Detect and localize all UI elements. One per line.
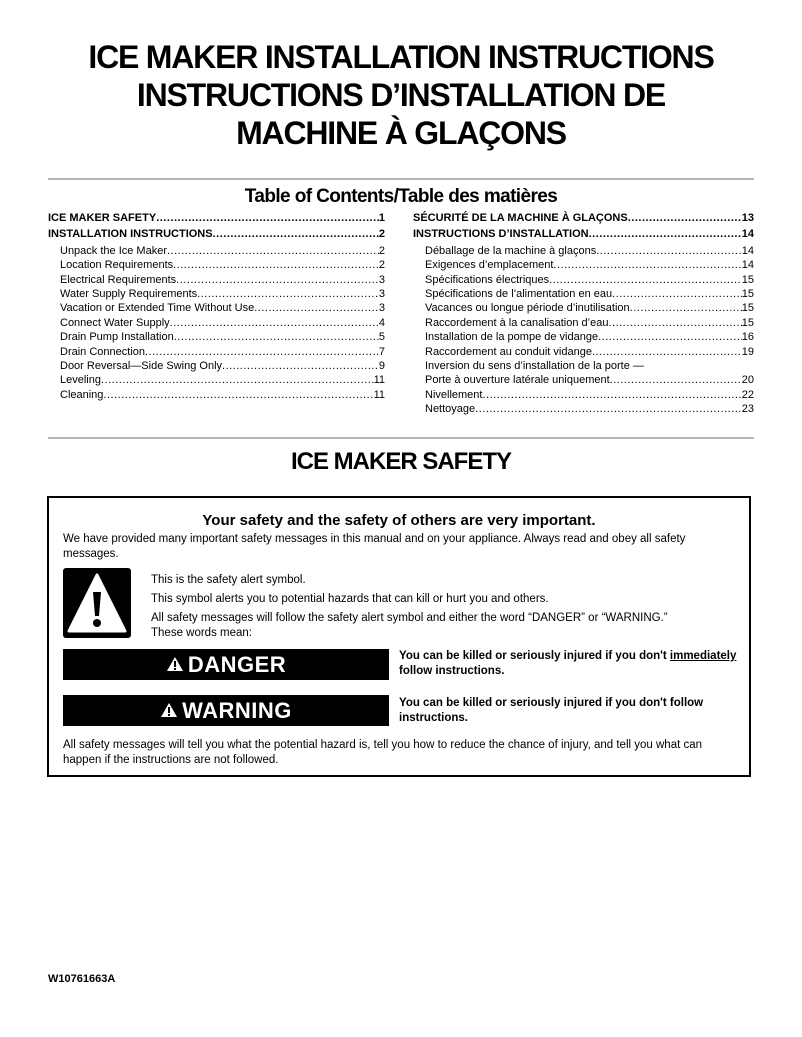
toc-entry[interactable]: Déballage de la machine à glaçons ..... 14 — [413, 244, 754, 258]
danger-description — [399, 649, 749, 679]
danger-text-end: follow instructions. — [399, 665, 505, 677]
toc-entry[interactable]: Connect Water Supply ..... 4 — [48, 316, 385, 330]
warning-triangle-icon — [166, 652, 184, 678]
toc-entry[interactable]: Leveling ..... 11 — [48, 373, 385, 387]
toc-entry[interactable]: Location Requirements ..... 2 — [48, 258, 385, 272]
warning-label: WARNING — [182, 697, 292, 723]
toc-entry[interactable]: Unpack the Ice Maker ..... 2 — [48, 244, 385, 258]
alert-line: These words mean: — [151, 627, 252, 639]
danger-label: DANGER — [187, 651, 287, 677]
document-title — [0, 38, 802, 152]
section-title: ICE MAKER SAFETY — [290, 448, 511, 475]
toc-entry[interactable]: Drain Connection ..... 7 — [48, 345, 385, 359]
title-line-2: INSTRUCTIONS D’INSTALLATION DE — [136, 77, 666, 113]
toc-entry[interactable]: ICE MAKER SAFETY ..... 1 — [48, 211, 385, 225]
alert-line: This is the safety alert symbol. — [151, 574, 306, 586]
title-line-1: ICE MAKER INSTALLATION INSTRUCTIONS — [88, 39, 714, 75]
toc-entry[interactable]: Cleaning ..... 11 — [48, 388, 385, 402]
safety-footer: All safety messages will tell you what the potential hazard is, tell you how to reduce the chance of injury, and tell you what can happen if the instructions are not followed. — [63, 739, 703, 766]
toc-entry[interactable]: Water Supply Requirements ..... 3 — [48, 287, 385, 301]
toc-entry[interactable]: Electrical Requirements ..... 3 — [48, 273, 385, 287]
toc-entry[interactable]: Vacation or Extended Time Without Use ..... 3 — [48, 301, 385, 315]
toc-entry[interactable]: INSTALLATION INSTRUCTIONS ..... 2 — [48, 227, 385, 241]
toc-french — [413, 211, 754, 417]
danger-text: You can be killed or seriously injured if you don't — [399, 650, 670, 662]
toc-heading: Table of Contents/Table des matières — [244, 186, 558, 207]
alert-explanation — [151, 573, 668, 645]
alert-line: This symbol alerts you to potential hazards that can kill or hurt you and others. — [151, 593, 549, 605]
safety-box — [47, 496, 751, 777]
danger-emphasis: immediately — [669, 650, 737, 662]
safety-headline: Your safety and the safety of others are very important. — [202, 512, 596, 529]
warning-triangle-icon — [160, 698, 178, 724]
title-line-3: MACHINE À GLAÇONS — [236, 115, 566, 151]
toc-english — [48, 211, 385, 402]
toc-entry[interactable]: Raccordement à la canalisation d’eau ..... 15 — [413, 316, 754, 330]
toc-entry[interactable]: Spécifications électriques ..... 15 — [413, 273, 754, 287]
toc-entry[interactable]: Spécifications de l’alimentation en eau ..... 15 — [413, 287, 754, 301]
toc-entry[interactable]: Nivellement ..... 22 — [413, 388, 754, 402]
toc-entry[interactable]: INSTRUCTIONS D’INSTALLATION ..... 14 — [413, 227, 754, 241]
danger-signal-word — [63, 649, 389, 680]
toc-entry[interactable]: Door Reversal—Side Swing Only ..... 9 — [48, 359, 385, 373]
toc-entry-line1[interactable]: Inversion du sens d’installation de la porte — — [425, 360, 644, 373]
warning-signal-word — [63, 695, 389, 726]
toc-entry[interactable]: Nettoyage ..... 23 — [413, 402, 754, 416]
safety-alert-icon — [63, 568, 131, 638]
document-code: W10761663A — [48, 973, 116, 985]
toc-entry[interactable]: Exigences d’emplacement ..... 14 — [413, 258, 754, 272]
alert-line: All safety messages will follow the safety alert symbol and either the word “DANGER” or “WARNING.” — [151, 612, 668, 624]
divider — [48, 437, 754, 439]
toc-entry[interactable]: SÉCURITÉ DE LA MACHINE À GLAÇONS ..... 13 — [413, 211, 754, 225]
divider — [48, 178, 754, 180]
toc-entry[interactable]: Vacances ou longue période d’inutilisation ..... 15 — [413, 301, 754, 315]
toc-entry[interactable]: Drain Pump Installation ..... 5 — [48, 330, 385, 344]
warning-description: You can be killed or seriously injured if you don't follow instructions. — [399, 697, 704, 724]
toc-entry[interactable]: Porte à ouverture latérale uniquement ..... 20 — [413, 373, 754, 387]
toc-entry[interactable]: Installation de la pompe de vidange ..... 16 — [413, 330, 754, 344]
toc-entry[interactable]: Raccordement au conduit vidange ..... 19 — [413, 345, 754, 359]
safety-intro: We have provided many important safety messages in this manual and on your appliance. Always read and obey all safety messages. — [63, 533, 686, 560]
